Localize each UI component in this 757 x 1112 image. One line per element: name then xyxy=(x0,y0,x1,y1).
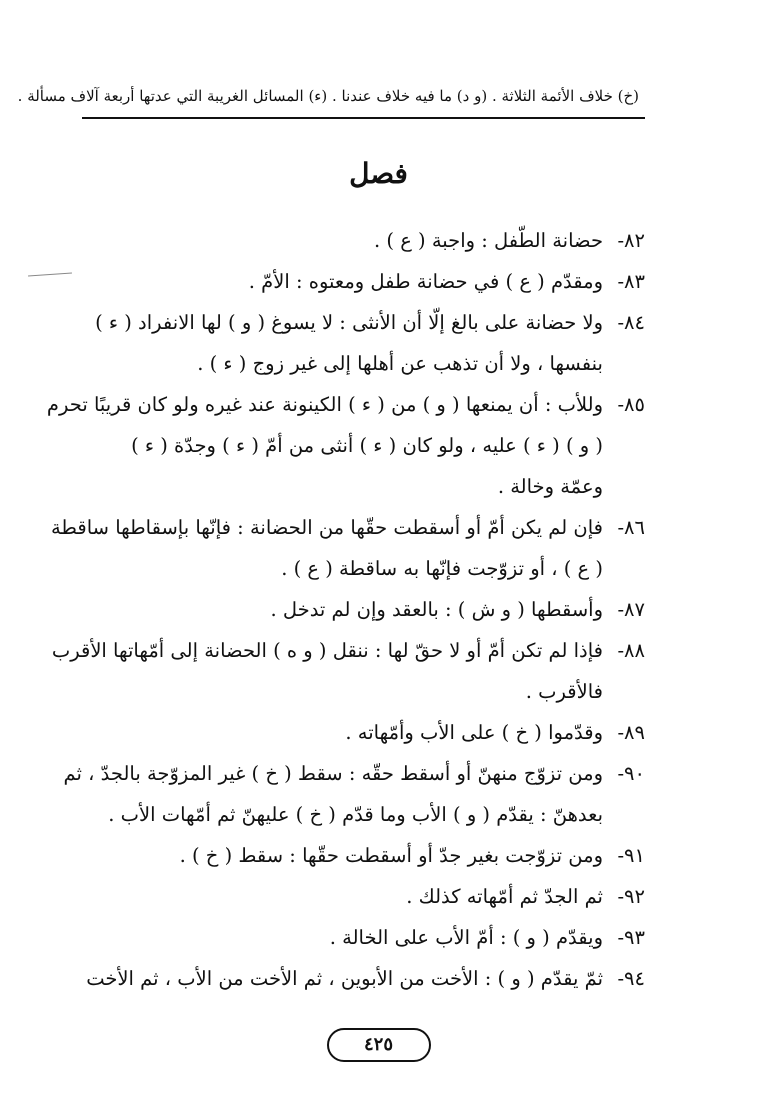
entry-line: ولا حضانة على بالغ إلّا أن الأنثى : لا يسوغ ( و ) لها الانفراد ( ء ) xyxy=(95,311,603,334)
entry-number: ٩٤- xyxy=(617,967,645,990)
entry-92 xyxy=(80,876,645,917)
entry-line: ويقدّم ( و ) : أمّ الأب على الخالة . xyxy=(329,926,603,949)
entry-82 xyxy=(80,220,645,261)
entry-number: ٨٤- xyxy=(617,311,645,334)
entry-88 xyxy=(51,630,645,712)
entry-90 xyxy=(63,753,645,835)
entry-line: ثمّ يقدّم ( و ) : الأخت من الأبوين ، ثم الأخت من الأب ، ثم الأخت xyxy=(86,967,603,990)
entry-line: ومقدّم ( ع ) في حضانة طفل ومعتوه : الأمّ . xyxy=(248,270,603,293)
entry-94 xyxy=(80,958,645,999)
entry-89 xyxy=(80,712,645,753)
entries-list xyxy=(46,220,645,999)
entry-85 xyxy=(46,384,645,507)
entry-line: ومن تزوّج منهنّ أو أسقط حقّه : سقط ( خ ) غير المزوّجة بالجدّ ، ثم xyxy=(63,762,603,785)
entry-line: فإذا لم تكن أمّ أو لا حقّ لها : ننقل ( و ه ) الحضانة إلى أمّهاتها الأقرب xyxy=(51,639,603,662)
entry-number: ٨٣- xyxy=(617,270,645,293)
entry-87 xyxy=(80,589,645,630)
entry-line: ثم الجدّ ثم أمّهاته كذلك . xyxy=(406,885,603,908)
header-note: (خ) خلاف الأئمة الثلاثة . (و د) ما فيه خلاف عندنا . (ء) المسائل الغريبة التي عدتها أربعة آلاف مسألة . xyxy=(17,87,639,105)
entry-line: وعمّة وخالة . xyxy=(497,475,603,498)
header-divider xyxy=(82,117,645,119)
entry-line: ( ع ) ، أو تزوّجت فإنّها به ساقطة ( ع ) . xyxy=(281,557,603,580)
entry-line: ومن تزوّجت بغير جدّ أو أسقطت حقّها : سقط ( خ ) . xyxy=(179,844,603,867)
entry-line: فإن لم يكن أمّ أو أسقطت حقّها من الحضانة : فإنّها بإسقاطها ساقطة xyxy=(50,516,603,539)
entry-number: ٩٣- xyxy=(617,926,645,949)
entry-line: فالأقرب . xyxy=(525,680,603,703)
entry-line: وللأب : أن يمنعها ( و ) من ( ء ) الكينونة عند غيره ولو كان قريبًا تحرم xyxy=(46,393,603,416)
entry-number: ٨٥- xyxy=(617,393,645,416)
entry-83 xyxy=(80,261,645,302)
entry-number: ٨٦- xyxy=(617,516,645,539)
entry-number: ٩٢- xyxy=(617,885,645,908)
entry-line: ( و ) ( ء ) عليه ، ولو كان ( ء ) أنثى من أمّ ( ء ) وجدّة ( ء ) xyxy=(131,434,603,457)
section-title: فصل xyxy=(349,157,408,190)
entry-line: وقدّموا ( خ ) على الأب وأمّهاته . xyxy=(345,721,603,744)
entry-84 xyxy=(80,302,645,384)
entry-86 xyxy=(50,507,645,589)
margin-mark xyxy=(28,272,72,276)
entry-line: بنفسها ، ولا أن تذهب عن أهلها إلى غير زوج ( ء ) . xyxy=(197,352,603,375)
entry-number: ٨٨- xyxy=(617,639,645,662)
entry-line: بعدهنّ : يقدّم ( و ) الأب وما قدّم ( خ ) عليهنّ ثم أمّهات الأب . xyxy=(108,803,603,826)
page-number: ٤٢٥ xyxy=(327,1028,431,1062)
entry-number: ٩١- xyxy=(617,844,645,867)
entry-number: ٨٩- xyxy=(617,721,645,744)
entry-93 xyxy=(80,917,645,958)
entry-line: وأسقطها ( و ش ) : بالعقد وإن لم تدخل . xyxy=(270,598,603,621)
page-number-area xyxy=(0,1028,757,1062)
entry-number: ٩٠- xyxy=(617,762,645,785)
entry-91 xyxy=(80,835,645,876)
entry-number: ٨٧- xyxy=(617,598,645,621)
entry-line: حضانة الطّفل : واجبة ( ع ) . xyxy=(373,229,603,252)
entry-number: ٨٢- xyxy=(617,229,645,252)
